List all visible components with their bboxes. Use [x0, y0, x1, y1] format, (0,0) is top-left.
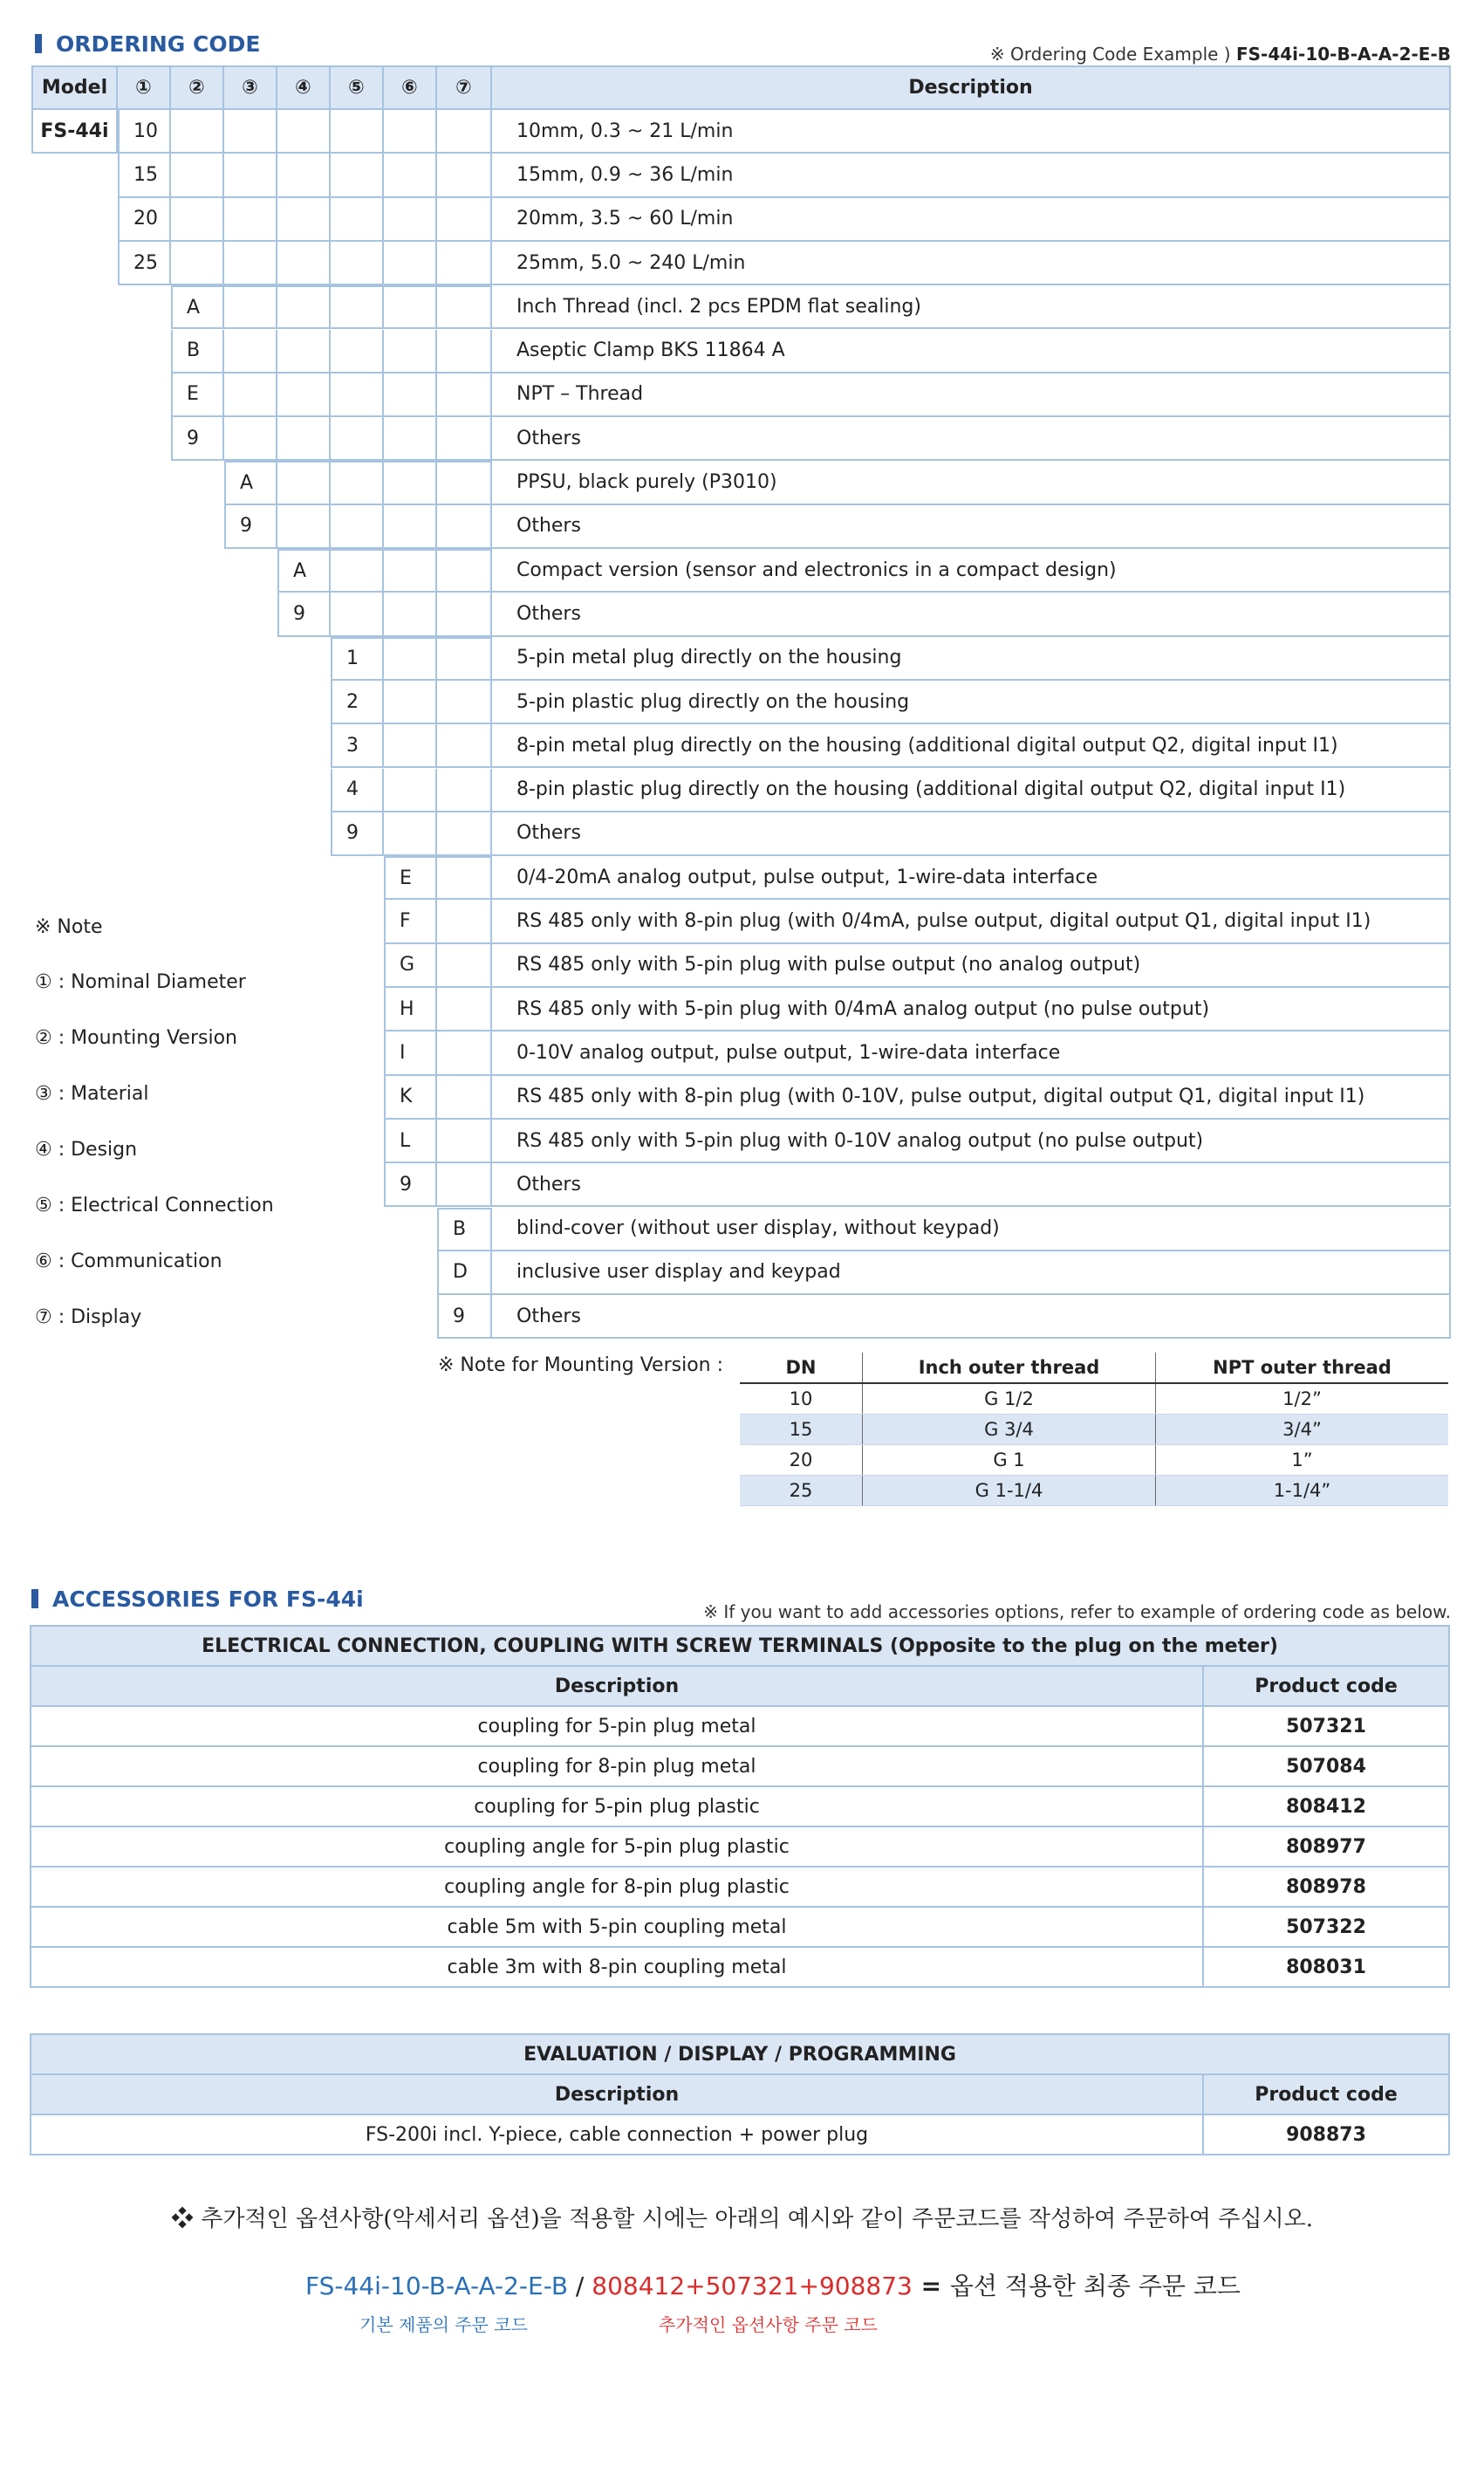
empty-cell [384, 110, 437, 154]
option-code-cell: A [224, 461, 277, 504]
empty-cell [224, 110, 277, 154]
ordering-code-title: ORDERING CODE [35, 31, 260, 57]
option-code-cell: E [171, 373, 224, 417]
option-code-cell: 1 [331, 637, 384, 681]
description-cell: NPT – Thread [492, 373, 1451, 417]
option-code-cell: F [384, 900, 437, 943]
empty-cell [331, 330, 384, 373]
description-cell: Others [492, 1295, 1451, 1339]
description-cell: PPSU, black purely (P3010) [492, 461, 1451, 504]
option-column-header: ⑤ [331, 65, 384, 110]
model-cell: FS-44i [31, 110, 118, 154]
section-marker [35, 34, 42, 53]
base-order-code: FS-44i-10-B-A-A-2-E-B [305, 2272, 569, 2300]
description-cell: Others [492, 593, 1451, 636]
empty-cell [224, 198, 277, 242]
option-code-cell: K [384, 1076, 437, 1120]
npt-cell: 1” [1156, 1445, 1449, 1476]
empty-cell [171, 198, 224, 242]
description-cell: coupling angle for 8-pin plug plastic [31, 1867, 1203, 1907]
empty-cell [437, 549, 492, 593]
empty-cell [331, 505, 384, 549]
dn-cell: 15 [740, 1415, 863, 1445]
empty-cell [384, 461, 437, 504]
empty-cell [437, 461, 492, 504]
note-item: ④ : Design [35, 1139, 138, 1161]
empty-cell [331, 417, 384, 461]
inch-cell: G 1/2 [863, 1383, 1156, 1415]
note-item: ⑤ : Electrical Connection [35, 1195, 274, 1216]
description-cell: coupling for 5-pin plug plastic [31, 1786, 1203, 1826]
empty-cell [277, 110, 331, 154]
empty-cell [437, 330, 492, 373]
empty-cell [331, 242, 384, 285]
inch-cell: G 3/4 [863, 1415, 1156, 1445]
table-title: EVALUATION / DISPLAY / PROGRAMMING [31, 2034, 1449, 2074]
option-code-cell: 9 [384, 1163, 437, 1207]
option-code-cell: L [384, 1120, 437, 1163]
description-cell: coupling for 8-pin plug metal [31, 1746, 1203, 1786]
empty-cell [277, 330, 331, 373]
empty-cell [437, 417, 492, 461]
empty-cell [437, 198, 492, 242]
empty-cell [437, 1163, 492, 1207]
empty-cell [224, 330, 277, 373]
mounting-version-table [740, 1353, 1448, 1506]
option-code-cell: 9 [171, 417, 224, 461]
table-row [31, 1947, 1449, 1987]
empty-cell [384, 505, 437, 549]
empty-cell [331, 285, 384, 329]
empty-cell [224, 285, 277, 329]
description-cell: RS 485 only with 5-pin plug with 0/4mA analog output (no pulse output) [492, 988, 1451, 1031]
empty-cell [437, 154, 492, 197]
empty-cell [384, 373, 437, 417]
description-cell: RS 485 only with 8-pin plug (with 0/4mA, pulse output, digital output Q1, digital input I1) [492, 900, 1451, 943]
description-cell: blind-cover (without user display, without keypad) [492, 1208, 1451, 1251]
empty-cell [437, 724, 492, 768]
empty-cell [437, 769, 492, 812]
empty-cell [384, 769, 437, 812]
description-cell: RS 485 only with 5-pin plug with pulse output (no analog output) [492, 944, 1451, 988]
empty-cell [437, 1031, 492, 1075]
option-column-header: ⑦ [437, 65, 492, 110]
option-code-cell: A [277, 549, 331, 593]
description-cell: Aseptic Clamp BKS 11864 A [492, 330, 1451, 373]
table-row [31, 1826, 1449, 1867]
empty-cell [171, 242, 224, 285]
base-code-caption: 기본 제품의 주문 코드 [359, 2314, 528, 2335]
product-code-cell: 808412 [1203, 1786, 1449, 1826]
empty-cell [437, 681, 492, 724]
empty-cell [277, 505, 331, 549]
description-cell: 8-pin metal plug directly on the housing (additional digital output Q2, digital input I1) [492, 724, 1451, 768]
empty-cell [384, 198, 437, 242]
empty-cell [331, 110, 384, 154]
product-code-header: Product code [1203, 1666, 1449, 1706]
empty-cell [331, 373, 384, 417]
accessories-title: ACCESSORIES FOR FS-44i [31, 1587, 364, 1612]
empty-cell [437, 242, 492, 285]
accessories-evaluation-table [30, 2033, 1450, 2155]
empty-cell [437, 988, 492, 1031]
dn-header: DN [740, 1353, 863, 1383]
empty-cell [331, 154, 384, 197]
description-cell: coupling angle for 5-pin plug plastic [31, 1826, 1203, 1867]
dn-cell: 25 [740, 1476, 863, 1506]
empty-cell [437, 110, 492, 154]
description-cell: Others [492, 505, 1451, 549]
mounting-note-label: ※ Note for Mounting Version : [438, 1354, 724, 1376]
option-column-header: ① [118, 65, 171, 110]
option-code-cell: H [384, 988, 437, 1031]
description-cell: cable 3m with 8-pin coupling metal [31, 1947, 1203, 1987]
model-header: Model [31, 65, 118, 110]
dn-cell: 10 [740, 1383, 863, 1415]
product-code-cell: 507084 [1203, 1746, 1449, 1786]
table-row [740, 1383, 1448, 1415]
option-code-cell: B [437, 1208, 492, 1251]
empty-cell [384, 681, 437, 724]
description-cell: FS-200i incl. Y-piece, cable connection + power plug [31, 2114, 1203, 2155]
empty-cell [384, 417, 437, 461]
option-code-cell: B [171, 330, 224, 373]
empty-cell [224, 242, 277, 285]
description-cell: Compact version (sensor and electronics in a compact design) [492, 549, 1451, 593]
empty-cell [277, 242, 331, 285]
product-code-cell: 808031 [1203, 1947, 1449, 1987]
note-heading: ※ Note [35, 916, 103, 938]
description-cell: inclusive user display and keypad [492, 1251, 1451, 1295]
empty-cell [384, 549, 437, 593]
accessories-note: ※ If you want to add accessories options, refer to example of ordering code as below. [703, 1601, 1451, 1622]
description-cell: coupling for 5-pin plug metal [31, 1706, 1203, 1746]
description-cell: 20mm, 3.5 ~ 60 L/min [492, 198, 1451, 242]
empty-cell [171, 154, 224, 197]
table-row [31, 1907, 1449, 1947]
description-cell: 5-pin plastic plug directly on the housing [492, 681, 1451, 724]
option-column-header: ② [171, 65, 224, 110]
option-code-cell: 10 [118, 110, 171, 154]
table-row [31, 1706, 1449, 1746]
description-cell: Others [492, 417, 1451, 461]
empty-cell [384, 285, 437, 329]
description-cell: Others [492, 1163, 1451, 1207]
note-item: ⑥ : Communication [35, 1251, 222, 1272]
empty-cell [224, 417, 277, 461]
option-code-cell: 15 [118, 154, 171, 197]
empty-cell [384, 593, 437, 636]
empty-cell [277, 154, 331, 197]
description-cell: RS 485 only with 5-pin plug with 0-10V analog output (no pulse output) [492, 1120, 1451, 1163]
note-item: ③ : Material [35, 1083, 149, 1105]
empty-cell [437, 637, 492, 681]
empty-cell [277, 461, 331, 504]
empty-cell [437, 373, 492, 417]
description-cell: Others [492, 812, 1451, 856]
description-cell: 15mm, 0.9 ~ 36 L/min [492, 154, 1451, 197]
result-label: 옵션 적용한 최종 주문 코드 [949, 2272, 1241, 2300]
final-order-code [305, 2267, 1241, 2302]
npt-thread-header: NPT outer thread [1156, 1353, 1449, 1383]
empty-cell [437, 944, 492, 988]
option-code-cell: 2 [331, 681, 384, 724]
empty-cell [277, 417, 331, 461]
description-cell: 8-pin plastic plug directly on the housing (additional digital output Q2, digital input I1) [492, 769, 1451, 812]
empty-cell [384, 330, 437, 373]
option-code-cell: 9 [277, 593, 331, 636]
empty-cell [277, 373, 331, 417]
description-cell: 10mm, 0.3 ~ 21 L/min [492, 110, 1451, 154]
description-cell: cable 5m with 5-pin coupling metal [31, 1907, 1203, 1947]
note-item: ① : Nominal Diameter [35, 971, 246, 993]
option-code-cell: 25 [118, 242, 171, 285]
empty-cell [437, 1076, 492, 1120]
table-row [31, 2114, 1449, 2155]
note-item: ⑦ : Display [35, 1306, 142, 1328]
product-code-cell: 908873 [1203, 2114, 1449, 2155]
empty-cell [437, 1120, 492, 1163]
option-code-cell: D [437, 1251, 492, 1295]
empty-cell [331, 198, 384, 242]
table-row [740, 1415, 1448, 1445]
table-row [31, 1867, 1449, 1907]
option-code-cell: G [384, 944, 437, 988]
description-cell: Inch Thread (incl. 2 pcs EPDM flat sealing) [492, 285, 1451, 329]
description-cell: RS 485 only with 8-pin plug (with 0-10V, pulse output, digital output Q1, digital input I1) [492, 1076, 1451, 1120]
empty-cell [224, 373, 277, 417]
empty-cell [384, 154, 437, 197]
product-code-cell: 507321 [1203, 1706, 1449, 1746]
empty-cell [437, 900, 492, 943]
empty-cell [331, 461, 384, 504]
dn-cell: 20 [740, 1445, 863, 1476]
inch-thread-header: Inch outer thread [863, 1353, 1156, 1383]
empty-cell [384, 637, 437, 681]
inch-cell: G 1 [863, 1445, 1156, 1476]
product-code-header: Product code [1203, 2074, 1449, 2114]
option-code-cell: 3 [331, 724, 384, 768]
empty-cell [277, 285, 331, 329]
empty-cell [384, 812, 437, 856]
table-row [740, 1476, 1448, 1506]
product-code-cell: 507322 [1203, 1907, 1449, 1947]
empty-cell [437, 856, 492, 900]
option-column-header: ⑥ [384, 65, 437, 110]
description-cell: 5-pin metal plug directly on the housing [492, 637, 1451, 681]
product-code-cell: 808977 [1203, 1826, 1449, 1867]
empty-cell [277, 198, 331, 242]
option-code-caption: 추가적인 옵션사항 주문 코드 [659, 2314, 878, 2335]
empty-cell [384, 242, 437, 285]
option-code-cell: A [171, 285, 224, 329]
note-item: ② : Mounting Version [35, 1027, 237, 1049]
equals-sign: = [912, 2272, 950, 2300]
option-code-cell: I [384, 1031, 437, 1075]
table-title: ELECTRICAL CONNECTION, COUPLING WITH SCREW TERMINALS (Opposite to the plug on the meter) [31, 1626, 1449, 1666]
option-code-cell: 9 [224, 505, 277, 549]
table-row [31, 1746, 1449, 1786]
empty-cell [437, 812, 492, 856]
accessories-electrical-table [30, 1625, 1450, 1988]
option-column-header: ③ [224, 65, 277, 110]
order-instruction: ❖ 추가적인 옵션사항(악세서리 옵션)을 적용할 시에는 아래의 예시와 같이 주문코드를 작성하여 주문하여 주십시오. [170, 2206, 1314, 2232]
npt-cell: 3/4” [1156, 1415, 1449, 1445]
option-code-cell: 20 [118, 198, 171, 242]
npt-cell: 1-1/4” [1156, 1476, 1449, 1506]
description-cell: 25mm, 5.0 ~ 240 L/min [492, 242, 1451, 285]
product-code-cell: 808978 [1203, 1867, 1449, 1907]
empty-cell [171, 110, 224, 154]
description-cell: 0/4-20mA analog output, pulse output, 1-wire-data interface [492, 856, 1451, 900]
empty-cell [384, 724, 437, 768]
description-header: Description [492, 65, 1451, 110]
empty-cell [224, 154, 277, 197]
description-cell: 0-10V analog output, pulse output, 1-wire-data interface [492, 1031, 1451, 1075]
option-code-cell: 4 [331, 769, 384, 812]
description-header: Description [31, 2074, 1203, 2114]
option-code-cell: 9 [437, 1295, 492, 1339]
npt-cell: 1/2” [1156, 1383, 1449, 1415]
table-row [31, 1786, 1449, 1826]
section-marker [31, 1589, 38, 1608]
separator: / [568, 2272, 592, 2300]
empty-cell [331, 549, 384, 593]
empty-cell [437, 505, 492, 549]
empty-cell [437, 285, 492, 329]
inch-cell: G 1-1/4 [863, 1476, 1156, 1506]
option-code-cell: E [384, 856, 437, 900]
description-header: Description [31, 1666, 1203, 1706]
ordering-example: ※ Ordering Code Example ) FS-44i-10-B-A-A-2-E-B [989, 44, 1451, 65]
option-column-header: ④ [277, 65, 331, 110]
empty-cell [437, 593, 492, 636]
option-code-cell: 9 [331, 812, 384, 856]
empty-cell [331, 593, 384, 636]
table-row [740, 1445, 1448, 1476]
option-order-codes: 808412+507321+908873 [592, 2272, 913, 2300]
